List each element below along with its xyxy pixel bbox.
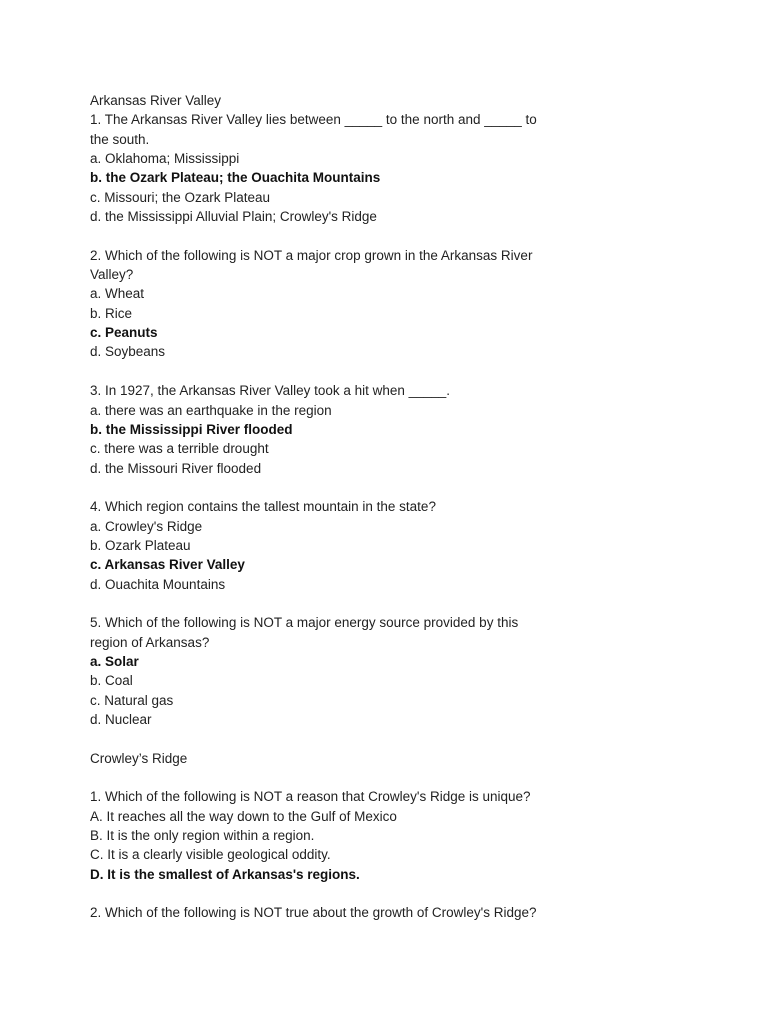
answer-option: A. It reaches all the way down to the Gulf of Mexico [90,808,397,824]
answer-option: c. Natural gas [90,692,174,708]
answer-option: b. Ozark Plateau [90,537,191,553]
question-prompt: 2. Which of the following is NOT true about the growth of Crowley's Ridge? [90,905,537,921]
question-prompt: 1. The Arkansas River Valley lies between _____ to the north and _____ to [90,112,537,128]
blank-line [90,226,560,245]
correct-answer-option: c. Arkansas River Valley [90,557,245,573]
correct-answer-option: c. Peanuts [90,325,158,341]
answer-option: B. It is the only region within a region. [90,828,315,844]
blank-line [90,478,560,497]
question-prompt: 5. Which of the following is NOT a major energy source provided by this [90,615,519,631]
correct-answer-option: b. the Mississippi River flooded [90,421,293,437]
answer-option: d. the Missouri River flooded [90,460,262,476]
question-prompt-continued: region of Arkansas? [90,634,210,650]
answer-option: a. Oklahoma; Mississippi [90,151,240,167]
correct-answer-option: D. It is the smallest of Arkansas's regions. [90,866,360,882]
answer-option: c. Missouri; the Ozark Plateau [90,189,271,205]
answer-option: d. the Mississippi Alluvial Plain; Crowley's Ridge [90,209,377,225]
answer-option: d. Ouachita Mountains [90,576,226,592]
document-page [90,91,560,923]
question-prompt: 2. Which of the following is NOT a major crop grown in the Arkansas River [90,247,533,263]
answer-option: b. Rice [90,305,133,321]
answer-option: b. Coal [90,673,133,689]
question-prompt: 1. Which of the following is NOT a reason that Crowley's Ridge is unique? [90,789,531,805]
answer-option: a. there was an earthquake in the region [90,402,332,418]
question-prompt: 3. In 1927, the Arkansas River Valley took a hit when _____. [90,383,450,399]
blank-line [90,362,560,381]
blank-line [90,884,560,903]
question-prompt: 4. Which region contains the tallest mountain in the state? [90,499,436,515]
blank-line [90,729,560,748]
question-prompt-continued: Valley? [90,267,134,283]
correct-answer-option: b. the Ozark Plateau; the Ouachita Mountains [90,170,381,186]
answer-option: d. Nuclear [90,712,152,727]
answer-option: a. Crowley's Ridge [90,518,203,534]
correct-answer-option: a. Solar [90,653,139,669]
answer-option: a. Wheat [90,286,145,302]
blank-line [90,768,560,787]
answer-option: C. It is a clearly visible geological oddity. [90,847,331,863]
answer-option: d. Soybeans [90,344,166,360]
question-prompt-continued: the south. [90,131,150,147]
answer-option: c. there was a terrible drought [90,441,269,457]
blank-line [90,594,560,613]
section-title: Crowley’s Ridge [90,750,188,766]
section-title: Arkansas River Valley [90,93,222,108]
